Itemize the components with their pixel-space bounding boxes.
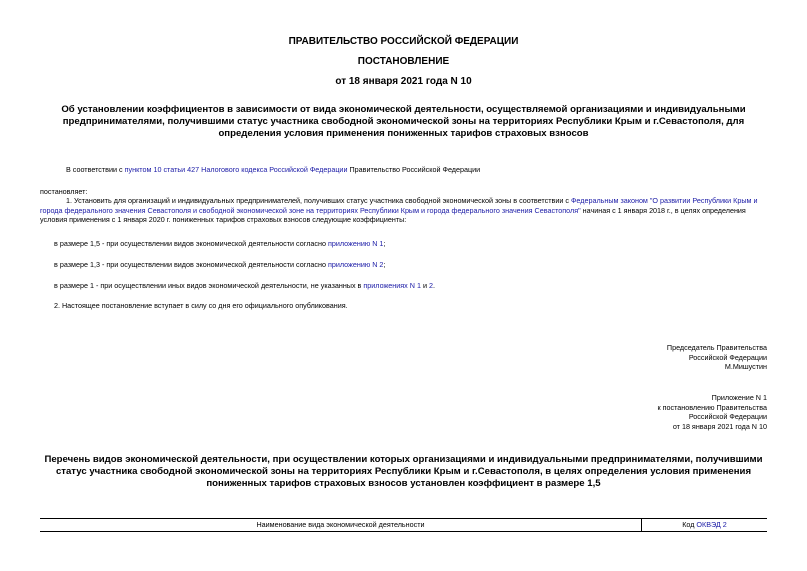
appendix-reference: к постановлению Правительства — [657, 402, 767, 412]
federal-law-link[interactable]: Федеральным законом "О развитии Республики Крым и города федерального значения Севастополя и свободной экономической зоне на территориях Республики Крым и города федерального значения Севастополя" — [40, 196, 758, 215]
item-1-paragraph — [40, 196, 767, 225]
item-2-paragraph: 2. Настоящее постановление вступает в силу со дня его официального опубликования. — [54, 301, 348, 310]
coefficient-1-3 — [54, 260, 766, 270]
decrees-label: постановляет: — [40, 187, 88, 196]
coefficient-1-5-text: в размере 1,5 - при осуществлении видов экономической деятельности согласно — [54, 239, 328, 248]
signature-name: М.Мишустин — [724, 362, 767, 372]
okved-link[interactable]: ОКВЭД 2 — [696, 520, 727, 529]
appendix-1-link[interactable]: приложению N 1 — [327, 239, 384, 248]
appendix-country: Российской Федерации — [688, 412, 767, 422]
intro-paragraph — [66, 165, 766, 175]
tax-code-link[interactable]: пунктом 10 статьи 427 Налогового кодекса Российской Федерации — [124, 165, 348, 174]
coefficient-1-3-end: ; — [383, 260, 386, 269]
signature-block — [467, 343, 767, 372]
appendix-2-short-link[interactable]: 2 — [428, 281, 433, 290]
table-header-code — [642, 520, 767, 530]
appendix-header — [467, 393, 767, 431]
intro-text-end: Правительство Российской Федерации — [347, 165, 481, 174]
list-title: Перечень видов экономической деятельности, при осуществлении которых организациями и индивидуальными предпринимателями, получившими статус участника свободной экономической зоны на территориях Республики Крым и г.Севастополя, в целях определения условия применения пониженных тарифов страховых взносов установлен коэффициент в размере 1,5 — [44, 454, 763, 489]
table-header-name: Наименование вида экономической деятельности — [256, 520, 425, 529]
coefficient-1-3-text: в размере 1,3 - при осуществлении видов экономической деятельности согласно — [54, 260, 328, 269]
appendix-number: Приложение N 1 — [711, 393, 767, 402]
document-date-number: от 18 января 2021 года N 10 — [335, 76, 472, 87]
coefficient-1-5-end: ; — [383, 239, 386, 248]
coefficient-1-text: в размере 1 - при осуществлении иных видов экономической деятельности, не указанных в — [54, 281, 364, 290]
coefficient-1-5 — [54, 239, 766, 249]
table-top-rule — [40, 518, 767, 519]
government-heading: ПРАВИТЕЛЬСТВО РОССИЙСКОЙ ФЕДЕРАЦИИ — [288, 36, 519, 47]
coefficient-1 — [54, 281, 766, 291]
appendix-date: от 18 января 2021 года N 10 — [672, 421, 767, 431]
document-title: Об установлении коэффициентов в зависимости от вида экономической деятельности, осуществляемой организациями и индивидуальными предпринимателями, получившими статус участника свободной экономической зоны на территориях Республики Крым и г.Севастополя, для определения условия применения пониженных тарифов страховых взносов — [61, 104, 746, 139]
intro-text: В соответствии с — [66, 165, 125, 174]
signature-country: Российской Федерации — [688, 352, 767, 362]
coefficient-1-mid: и — [420, 281, 429, 290]
coefficient-1-end: . — [432, 281, 435, 290]
table-header-rule — [40, 531, 767, 532]
signature-position: Председатель Правительства — [666, 343, 767, 352]
appendices-1-link[interactable]: приложениях N 1 — [363, 281, 421, 290]
appendix-2-link[interactable]: приложению N 2 — [327, 260, 384, 269]
item-1-text-end: начиная с 1 января 2018 г., в целях определения условия применения с 1 января 2020 г. пониженных тарифов страховых взносов следующие коэффициенты: — [40, 205, 746, 225]
item-1-text: 1. Установить для организаций и индивидуальных предпринимателей, получивших статус участника свободной экономической зоны в соответствии с — [66, 196, 571, 205]
document-type: ПОСТАНОВЛЕНИЕ — [357, 56, 450, 67]
table-header-code-label: Код — [682, 520, 697, 529]
